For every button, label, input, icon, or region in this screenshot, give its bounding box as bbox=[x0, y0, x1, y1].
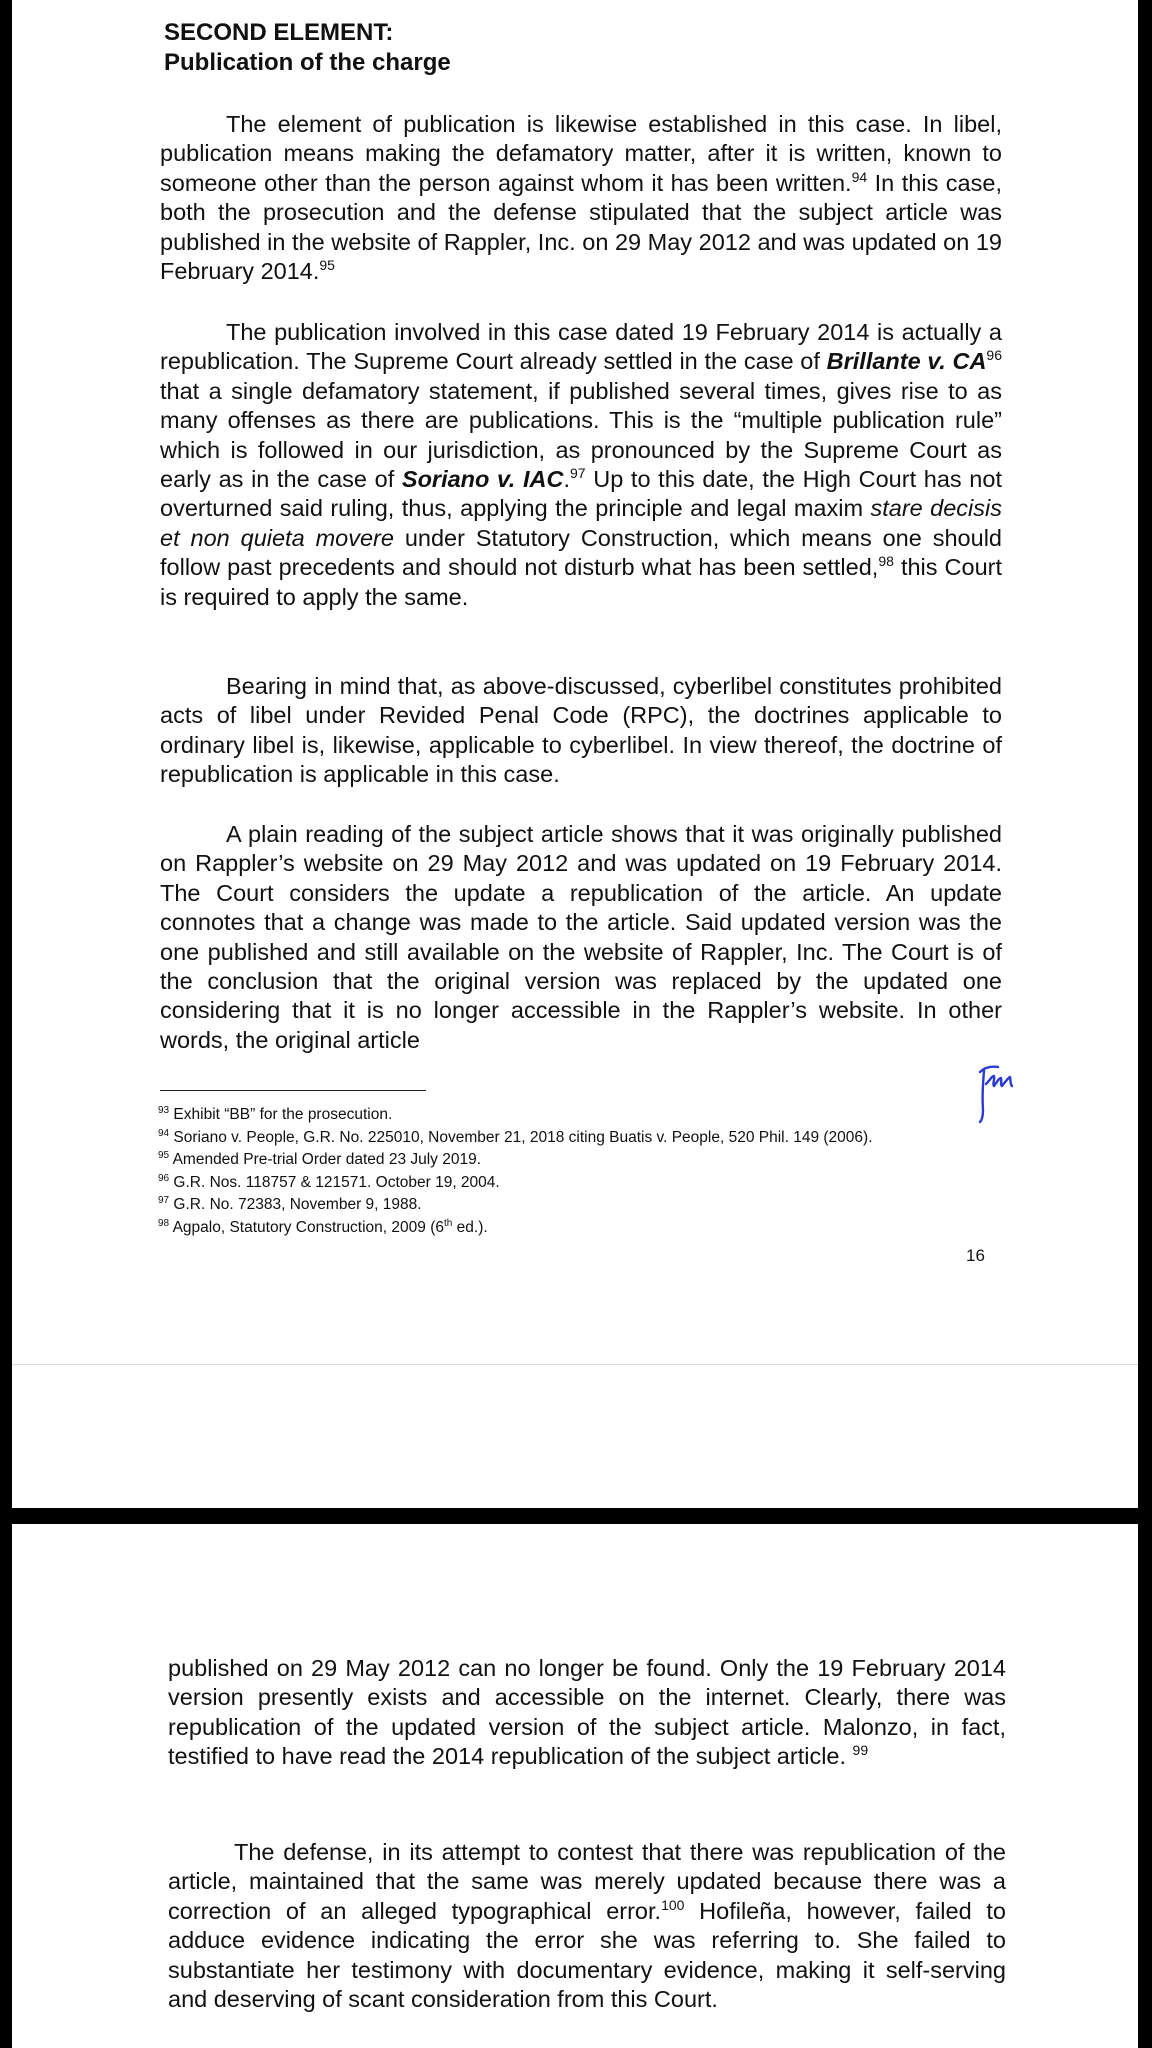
text-run: The publication involved in this case dated 19 February 2014 is actually a republication. The Supreme Court already settled in the case of bbox=[160, 319, 1002, 375]
footnote-number: 96 bbox=[158, 1172, 170, 1184]
footnote-93 bbox=[158, 1104, 873, 1127]
text-run: Hofileña, however, failed to adduce evidence indicating the error she was referring to. She failed to substantiate her testimony with documentary evidence, making it self-serving and deserving of scant consideration from this Court. bbox=[168, 1897, 1006, 2013]
footnote-96 bbox=[158, 1172, 873, 1195]
footnotes-list bbox=[158, 1104, 873, 1240]
text-run: The defense, in its attempt to contest that there was republication of the article, maintained that the same was merely updated because there was a correction of an alleged typographical error. bbox=[168, 1839, 1006, 1924]
text-run: A plain reading of the subject article shows that it was originally published on Rappler’s website on 29 May 2012 and was updated on 19 February 2014. The Court considers the update a republication of the article. An update connotes that a change was made to the article. Said updated version was the one published and still available on the website of Rappler, Inc. The Court is of the conclusion that the original version was replaced by the updated one considering that it is no longer accessible in the Rappler’s website. In other words, the original article bbox=[160, 821, 1002, 1053]
footnote-number: 94 bbox=[158, 1127, 170, 1139]
footnote-98 bbox=[158, 1217, 873, 1240]
paragraph-publication-element bbox=[160, 110, 1002, 286]
paragraph-continuation bbox=[168, 1654, 1006, 1772]
footnote-ref-99: 99 bbox=[852, 1742, 869, 1759]
footnote-number: 97 bbox=[158, 1195, 170, 1207]
footnote-text: Exhibit “BB” for the prosecution. bbox=[169, 1106, 393, 1123]
footnote-ref-94: 94 bbox=[851, 168, 868, 185]
footnote-97 bbox=[158, 1194, 873, 1217]
heading-line-2: Publication of the charge bbox=[164, 49, 451, 76]
footnote-text: Soriano v. People, G.R. No. 225010, November 21, 2018 citing Buatis v. People, 520 Phil. 149 (2006). bbox=[169, 1128, 873, 1146]
footnote-ref-97: 97 bbox=[570, 465, 586, 482]
footnote-text: Amended Pre-trial Order dated 23 July 2019. bbox=[169, 1151, 482, 1169]
paragraph-republication bbox=[160, 318, 1002, 612]
footnote-94 bbox=[158, 1127, 873, 1150]
case-citation-brillante: Brillante v. CA bbox=[826, 348, 987, 375]
footnote-text: Agpalo, Statutory Construction, 2009 (6 bbox=[169, 1218, 444, 1236]
text-run: Up to this date, the High Court has not overturned said ruling, thus, applying the principle and legal maxim bbox=[160, 466, 1002, 522]
text-run: Bearing in mind that, as above-discussed, cyberlibel constitutes prohibited acts of libel under Revided Penal Code (RPC), the doctrines applicable to ordinary libel is, likewise, applicable to cyberlibel. In view thereof, the doctrine of republication is applicable in this case. bbox=[160, 673, 1002, 788]
text-run: published on 29 May 2012 can no longer be found. Only the 19 February 2014 version presently exists and accessible on the internet. Clearly, there was republication of the updated version of the subject article. Malonzo, in fact, testified to have read the 2014 republication of the subject article. bbox=[168, 1655, 1006, 1770]
text-run: . bbox=[563, 466, 570, 493]
heading-line-1: SECOND ELEMENT: bbox=[164, 19, 394, 46]
scan-artifact-line bbox=[12, 1364, 1138, 1365]
footnote-95 bbox=[158, 1149, 873, 1172]
text-run: this Court is required to apply the same. bbox=[160, 554, 1003, 610]
footnote-ref-100: 100 bbox=[661, 1896, 685, 1913]
footnote-number: 93 bbox=[158, 1104, 170, 1116]
footnote-number: 95 bbox=[158, 1150, 170, 1162]
text-run: that a single defamatory statement, if published several times, gives rise to as many offenses as there are publications. This is the “multiple publication rule” which is followed in our jurisdiction, as pronounced by the Supreme Court as early as in the case of bbox=[160, 377, 1002, 493]
footnote-ref-95: 95 bbox=[319, 257, 335, 274]
paragraph-cyberlibel bbox=[160, 672, 1002, 790]
footnote-text: G.R. Nos. 118757 & 121571. October 19, 2004. bbox=[169, 1173, 500, 1191]
legal-maxim: stare decisis et non quieta movere bbox=[160, 495, 1002, 551]
footnote-separator bbox=[160, 1090, 426, 1091]
footnote-ref-96: 96 bbox=[986, 347, 1002, 364]
text-run: The element of publication is likewise established in this case. In libel, publication means making the defamatory matter, after it is written, known to someone other than the person against whom it has been written. bbox=[160, 111, 1002, 196]
section-heading bbox=[164, 18, 451, 78]
ordinal-suffix: th bbox=[444, 1217, 453, 1229]
text-run: under Statutory Construction, which means one should follow past precedents and should not disturb what has been settled, bbox=[160, 524, 1002, 581]
paragraph-plain-reading bbox=[160, 820, 1002, 1055]
footnote-number: 98 bbox=[158, 1217, 170, 1229]
text-run: In this case, both the prosecution and the defense stipulated that the subject article was published in the website of Rappler, Inc. on 29 May 2012 and was updated on 19 February 2014. bbox=[160, 169, 1002, 285]
page-number: 16 bbox=[966, 1246, 985, 1265]
footnote-ref-98: 98 bbox=[878, 553, 894, 570]
paragraph-defense-argument bbox=[168, 1838, 1006, 2014]
case-citation-soriano: Soriano v. IAC bbox=[401, 466, 564, 493]
document-page-17 bbox=[12, 1524, 1138, 2048]
handwritten-initials-icon bbox=[968, 1062, 1018, 1126]
document-page-16 bbox=[12, 0, 1138, 1508]
footnote-text: G.R. No. 72383, November 9, 1988. bbox=[169, 1196, 422, 1214]
footnote-text: ed.). bbox=[452, 1218, 488, 1236]
